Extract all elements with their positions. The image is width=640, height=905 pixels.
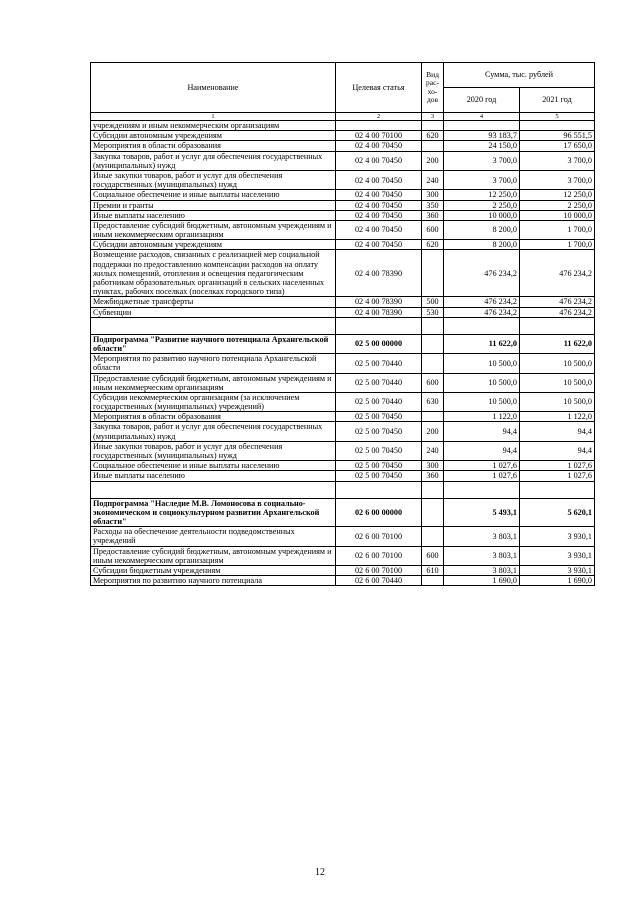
table-row <box>91 354 595 373</box>
column-number: 4 <box>444 113 520 121</box>
row-value-2020: 12 250,0 <box>444 190 520 200</box>
row-name: Субвенции <box>91 307 336 317</box>
table-row <box>91 422 595 441</box>
row-code <box>336 121 422 131</box>
header-name: Наименование <box>91 63 336 113</box>
row-value-2020: 3 803,1 <box>444 546 520 565</box>
row-name: Предоставление субсидий бюджетным, автономным учреждениям и иным некоммерческим организациям <box>91 546 336 565</box>
row-name: Межбюджетные трансферты <box>91 297 336 307</box>
table-row <box>91 141 595 151</box>
row-code: 02 5 00 70440 <box>336 354 422 373</box>
table-row <box>91 297 595 307</box>
row-name: Расходы на обеспечение деятельности подведомственных учреждений <box>91 527 336 546</box>
row-expense-type: 500 <box>422 297 444 307</box>
row-expense-type: 620 <box>422 131 444 141</box>
table-row <box>91 240 595 250</box>
row-expense-type: 240 <box>422 441 444 460</box>
table-spacer-row <box>91 317 595 334</box>
row-value-2020: 3 803,1 <box>444 565 520 575</box>
row-expense-type <box>422 527 444 546</box>
row-value-2020: 476 234,2 <box>444 307 520 317</box>
row-value-2021: 3 930,1 <box>520 527 595 546</box>
row-value-2021: 476 234,2 <box>520 250 595 297</box>
row-code: 02 4 00 70450 <box>336 170 422 189</box>
row-value-2020: 5 493,1 <box>444 498 520 527</box>
row-expense-type <box>422 141 444 151</box>
table-cell <box>520 481 595 498</box>
row-name: Иные закупки товаров, работ и услуг для обеспечения государственных (муниципальных) нужд <box>91 441 336 460</box>
column-number: 1 <box>91 113 336 121</box>
row-name: Премии и гранты <box>91 200 336 210</box>
row-value-2020: 8 200,0 <box>444 220 520 239</box>
table-cell <box>91 481 336 498</box>
row-code: 02 6 00 70100 <box>336 565 422 575</box>
page-number: 12 <box>315 867 325 878</box>
header-sum: Сумма, тыс. рублей <box>444 63 595 88</box>
row-name: Социальное обеспечение и иные выплаты населению <box>91 190 336 200</box>
row-value-2020: 10 500,0 <box>444 373 520 392</box>
row-name: Социальное обеспечение и иные выплаты населению <box>91 461 336 471</box>
row-value-2021: 1 027,6 <box>520 471 595 481</box>
row-value-2021: 3 700,0 <box>520 170 595 189</box>
row-value-2020: 3 803,1 <box>444 527 520 546</box>
row-expense-type: 200 <box>422 151 444 170</box>
row-value-2020: 10 000,0 <box>444 210 520 220</box>
row-value-2021: 17 650,0 <box>520 141 595 151</box>
row-value-2020: 1 690,0 <box>444 576 520 586</box>
row-value-2021: 10 500,0 <box>520 354 595 373</box>
row-value-2021: 10 500,0 <box>520 392 595 411</box>
row-value-2021: 12 250,0 <box>520 190 595 200</box>
row-value-2021 <box>520 121 595 131</box>
row-code: 02 6 00 70100 <box>336 546 422 565</box>
row-expense-type: 630 <box>422 392 444 411</box>
table-row <box>91 131 595 141</box>
table-cell <box>336 317 422 334</box>
row-value-2021: 3 930,1 <box>520 565 595 575</box>
row-value-2021: 476 234,2 <box>520 307 595 317</box>
subprogram-row <box>91 334 595 353</box>
row-expense-type: 360 <box>422 210 444 220</box>
row-value-2020: 3 700,0 <box>444 151 520 170</box>
row-code: 02 4 00 70450 <box>336 220 422 239</box>
row-value-2020: 3 700,0 <box>444 170 520 189</box>
row-value-2020: 10 500,0 <box>444 392 520 411</box>
table-row <box>91 576 595 586</box>
table-row <box>91 151 595 170</box>
row-value-2021: 10 500,0 <box>520 373 595 392</box>
row-code: 02 4 00 70450 <box>336 210 422 220</box>
row-code: 02 6 00 00000 <box>336 498 422 527</box>
table-row <box>91 121 595 131</box>
row-name: Субсидии некоммерческим организациям (за исключением государственных (муниципальных) учреждений) <box>91 392 336 411</box>
table-header <box>91 63 595 121</box>
table-row <box>91 200 595 210</box>
table-cell <box>91 317 336 334</box>
header-2021: 2021 год <box>520 88 595 113</box>
row-name: Возмещение расходов, связанных с реализацией мер социальной поддержки по предоставлению компенсации расходов на оплату жилых помещений, отопления и освещения педагогическим работникам образовательных организаций в сельских населенных пунктах, рабочих поселках (поселках городского типа) <box>91 250 336 297</box>
row-value-2021: 1 027,6 <box>520 461 595 471</box>
table-cell <box>520 317 595 334</box>
row-expense-type: 600 <box>422 220 444 239</box>
row-name: Мероприятия по развитию научного потенциала <box>91 576 336 586</box>
row-code: 02 4 00 70450 <box>336 151 422 170</box>
row-expense-type <box>422 498 444 527</box>
row-name: Мероприятия по развитию научного потенциала Архангельской области <box>91 354 336 373</box>
budget-table <box>90 62 595 586</box>
subprogram-row <box>91 498 595 527</box>
row-code: 02 5 00 70450 <box>336 471 422 481</box>
row-code: 02 5 00 70450 <box>336 422 422 441</box>
table-row <box>91 307 595 317</box>
table-row <box>91 190 595 200</box>
row-name: Мероприятия в области образования <box>91 141 336 151</box>
table-row <box>91 441 595 460</box>
column-number: 3 <box>422 113 444 121</box>
table-row <box>91 546 595 565</box>
row-name: Предоставление субсидий бюджетным, автономным учреждениям и иным некоммерческим организациям <box>91 220 336 239</box>
table-row <box>91 210 595 220</box>
column-number: 5 <box>520 113 595 121</box>
row-name: учреждениям и иным некоммерческим организациям <box>91 121 336 131</box>
table-cell <box>336 481 422 498</box>
row-code: 02 4 00 70100 <box>336 131 422 141</box>
row-expense-type: 360 <box>422 471 444 481</box>
row-value-2020: 11 622,0 <box>444 334 520 353</box>
row-expense-type <box>422 121 444 131</box>
row-code: 02 5 00 70450 <box>336 461 422 471</box>
header-2020: 2020 год <box>444 88 520 113</box>
row-value-2020: 94,4 <box>444 441 520 460</box>
table-cell <box>422 481 444 498</box>
table-row <box>91 412 595 422</box>
header-target: Целевая статья <box>336 63 422 113</box>
table-row <box>91 373 595 392</box>
row-value-2021: 5 620,1 <box>520 498 595 527</box>
table-row <box>91 250 595 297</box>
row-value-2021: 2 250,0 <box>520 200 595 210</box>
row-name: Иные выплаты населению <box>91 210 336 220</box>
row-expense-type: 300 <box>422 461 444 471</box>
row-code: 02 5 00 70440 <box>336 392 422 411</box>
table-row <box>91 461 595 471</box>
row-code: 02 5 00 70440 <box>336 373 422 392</box>
row-value-2020: 94,4 <box>444 422 520 441</box>
table-row <box>91 565 595 575</box>
row-expense-type: 600 <box>422 373 444 392</box>
row-code: 02 6 00 70100 <box>336 527 422 546</box>
row-expense-type: 200 <box>422 422 444 441</box>
row-value-2020: 24 150,0 <box>444 141 520 151</box>
table-row <box>91 471 595 481</box>
table-row <box>91 220 595 239</box>
row-code: 02 4 00 78390 <box>336 297 422 307</box>
row-name: Подпрограмма "Развитие научного потенциала Архангельской области" <box>91 334 336 353</box>
row-value-2020: 8 200,0 <box>444 240 520 250</box>
row-code: 02 4 00 70450 <box>336 141 422 151</box>
row-name: Мероприятия в области образования <box>91 412 336 422</box>
row-value-2021: 3 700,0 <box>520 151 595 170</box>
row-code: 02 6 00 70440 <box>336 576 422 586</box>
row-expense-type <box>422 334 444 353</box>
row-value-2020: 1 122,0 <box>444 412 520 422</box>
row-code: 02 4 00 70450 <box>336 200 422 210</box>
row-expense-type: 620 <box>422 240 444 250</box>
row-expense-type: 300 <box>422 190 444 200</box>
row-name: Подпрограмма "Наследие М.В. Ломоносова в социально-экономическом и социокультурном развитии Архангельской области" <box>91 498 336 527</box>
row-value-2021: 476 234,2 <box>520 297 595 307</box>
row-value-2021: 1 700,0 <box>520 220 595 239</box>
row-value-2020: 93 183,7 <box>444 131 520 141</box>
row-expense-type <box>422 576 444 586</box>
row-name: Закупка товаров, работ и услуг для обеспечения государственных (муниципальных) нужд <box>91 422 336 441</box>
table-cell <box>422 317 444 334</box>
column-numbers-row <box>91 113 595 121</box>
row-value-2021: 96 551,5 <box>520 131 595 141</box>
row-value-2021: 1 700,0 <box>520 240 595 250</box>
row-code: 02 4 00 70450 <box>336 190 422 200</box>
row-value-2021: 94,4 <box>520 441 595 460</box>
row-value-2020 <box>444 121 520 131</box>
row-name: Субсидии автономным учреждениям <box>91 240 336 250</box>
row-value-2021: 11 622,0 <box>520 334 595 353</box>
row-expense-type <box>422 412 444 422</box>
row-name: Закупка товаров, работ и услуг для обеспечения государственных (муниципальных) нужд <box>91 151 336 170</box>
row-expense-type: 350 <box>422 200 444 210</box>
row-expense-type: 240 <box>422 170 444 189</box>
row-name: Субсидии автономным учреждениям <box>91 131 336 141</box>
row-code: 02 5 00 70450 <box>336 412 422 422</box>
row-code: 02 4 00 78390 <box>336 250 422 297</box>
row-expense-type <box>422 250 444 297</box>
row-name: Иные закупки товаров, работ и услуг для обеспечения государственных (муниципальных) нужд <box>91 170 336 189</box>
header-type: Вид рас- хо- дов <box>422 63 444 113</box>
row-code: 02 4 00 70450 <box>336 240 422 250</box>
row-expense-type: 610 <box>422 565 444 575</box>
row-value-2020: 1 027,6 <box>444 461 520 471</box>
row-name: Иные выплаты населению <box>91 471 336 481</box>
row-value-2020: 10 500,0 <box>444 354 520 373</box>
row-value-2021: 94,4 <box>520 422 595 441</box>
column-number: 2 <box>336 113 422 121</box>
table-cell <box>444 317 520 334</box>
row-value-2021: 1 690,0 <box>520 576 595 586</box>
row-value-2020: 2 250,0 <box>444 200 520 210</box>
row-code: 02 5 00 00000 <box>336 334 422 353</box>
row-value-2020: 476 234,2 <box>444 250 520 297</box>
row-value-2021: 10 000,0 <box>520 210 595 220</box>
table-spacer-row <box>91 481 595 498</box>
table-cell <box>444 481 520 498</box>
row-value-2021: 3 930,1 <box>520 546 595 565</box>
table-body <box>91 121 595 586</box>
table-row <box>91 527 595 546</box>
row-value-2020: 476 234,2 <box>444 297 520 307</box>
row-expense-type: 530 <box>422 307 444 317</box>
row-name: Субсидии бюджетным учреждениям <box>91 565 336 575</box>
row-name: Предоставление субсидий бюджетным, автономным учреждениям и иным некоммерческим организациям <box>91 373 336 392</box>
row-expense-type <box>422 354 444 373</box>
row-code: 02 5 00 70450 <box>336 441 422 460</box>
row-value-2020: 1 027,6 <box>444 471 520 481</box>
table-row <box>91 392 595 411</box>
row-value-2021: 1 122,0 <box>520 412 595 422</box>
table-row <box>91 170 595 189</box>
row-code: 02 4 00 78390 <box>336 307 422 317</box>
row-expense-type: 600 <box>422 546 444 565</box>
